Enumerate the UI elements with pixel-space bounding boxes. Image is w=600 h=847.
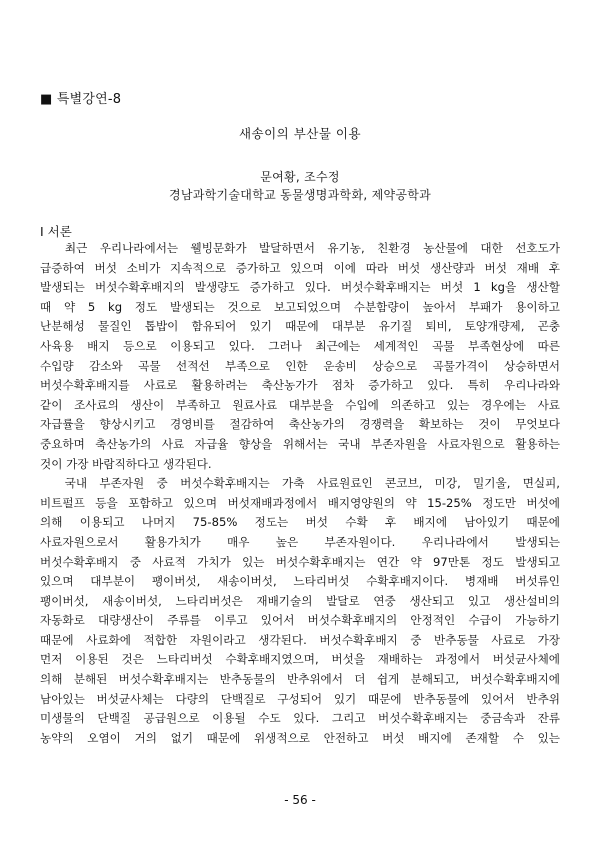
body-line: 사육용 배지 등으로 이용되고 있다. 그러나 최근에는 세계적인 곡물 부족현상에 따른 [40, 338, 560, 353]
body-line: 버섯수확후배지 중 사료적 가치가 있는 버섯수확후배지는 연간 약 97만톤 정도 발생되고 [40, 554, 560, 569]
body-line: 수입량 감소와 곡물 선적선 부족으로 인한 운송비 상승으로 곡물가격이 상승하면서 [40, 358, 560, 373]
body-line: 비트펄프 등을 포함하고 있으며 버섯재배과정에서 배지영양원의 약 15-25% 정도만 버섯에 [40, 495, 560, 510]
body-line: 사료자원으로서 활용가치가 매우 높은 부존자원이다. 우리나라에서 발생되는 [40, 534, 560, 549]
body-line: 남아있는 버섯균사체는 다량의 단백질로 구성되어 있기 때문에 반추동물에 있어서 반추위 [40, 691, 560, 706]
body-line: 중요하며 축산농가의 사료 자급율 향상을 위해서는 국내 부존자원을 사료자원으로 활용하는 [40, 436, 560, 451]
body-line: 때문에 사료화에 적합한 자원이라고 생각된다. 버섯수확후배지 중 반추동물 사료로 가장 [40, 632, 560, 647]
body-line: 자동화로 대량생산이 주류를 이루고 있어서 버섯수확후배지의 안정적인 수급이 가능하기 [40, 613, 560, 628]
body-line: 버섯수확후배지를 사료로 활용하려는 축산농가가 점차 증가하고 있다. 특히 우리나라와 [40, 378, 560, 393]
body-line: 의해 이용되고 나머지 75-85% 정도는 버섯 수확 후 배지에 남아있기 때문에 [40, 515, 560, 530]
body-line: 국내 부존자원 중 버섯수확후배지는 가축 사료원료인 콘코브, 미강, 밀기울, 면실피, [40, 476, 560, 491]
section-heading: Ⅰ 서론 [40, 224, 72, 239]
body-line: 때 약 5 kg 정도 발생되는 것으로 보고되었으며 수분함량이 높아서 부패가 용이하고 [40, 299, 560, 314]
body-line: 미생물의 단백질 공급원으로 이용될 수도 있다. 그리고 버섯수확후배지는 중금속과 잔류 [40, 711, 560, 726]
page-number: - 56 - [284, 793, 316, 807]
body-line: 같이 조사료의 생산이 부족하고 원료사료 대부분을 수입에 의존하고 있는 경우에는 사료 [40, 397, 560, 412]
affiliation: 경남과학기술대학교 동물생명과학화, 제약공학과 [168, 188, 432, 202]
body-line: 난분해성 물질인 톱밥이 함유되어 있기 때문에 대부분 유기질 퇴비, 토양개량제, 곤충 [40, 319, 560, 334]
body-line: 자급률을 향상시키고 경영비를 절감하여 축산농가의 경쟁력을 확보하는 것이 무엇보다 [40, 417, 560, 432]
body-line: 먼저 이용된 것은 느타리버섯 수확후배지였으며, 버섯을 재배하는 과정에서 버섯균사체에 [40, 652, 560, 667]
body-line: 팽이버섯, 새송이버섯, 느타리버섯은 재배기술의 발달로 연중 생산되고 있고 생산설비의 [40, 593, 560, 608]
body-line: 최근 우리나라에서는 웰빙문화가 발달하면서 유기농, 친환경 농산물에 대한 선호도가 [40, 241, 560, 255]
body-text [40, 239, 560, 748]
special-lecture-tag: ■ 특별강연-8 [40, 92, 122, 107]
authors: 문여황, 조수정 [260, 170, 340, 184]
body-line: 것이 가장 바람직하다고 생각된다. [40, 456, 212, 471]
body-line: 있으며 대부분이 팽이버섯, 새송이버섯, 느타리버섯 수확후배지이다. 병재배 버섯류인 [40, 574, 560, 589]
body-line: 의해 분해된 버섯수확후배지는 반추동물의 반추위에서 더 쉽게 분해되고, 버섯수확후배지에 [40, 672, 560, 687]
paper-title: 새송이의 부산물 이용 [238, 126, 362, 141]
body-line: 급증하여 버섯 소비가 지속적으로 증가하고 있으며 이에 따라 버섯 생산량과 버섯 재배 후 [40, 260, 560, 275]
body-line: 농약의 오염이 거의 없기 때문에 위생적으로 안전하고 버섯 배지에 존재할 수 있는 [40, 730, 560, 745]
body-line: 발생되는 버섯수확후배지의 발생량도 증가하고 있다. 버섯수확후배지는 버섯 1 kg을 생산할 [40, 280, 560, 295]
